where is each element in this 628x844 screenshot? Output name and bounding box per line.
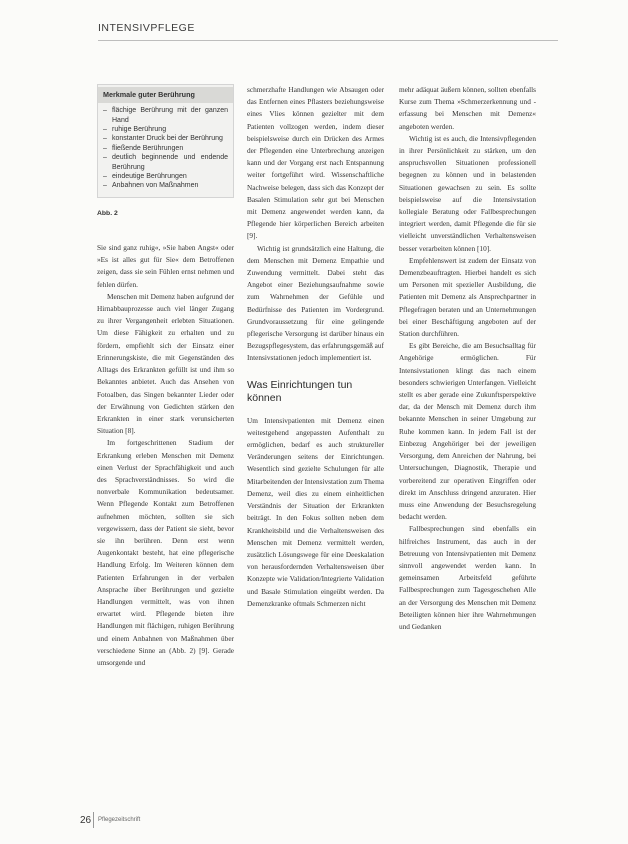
box-item: – Anbahnen von Maßnahmen: [103, 181, 228, 190]
figure-caption: Abb. 2: [97, 209, 118, 217]
box-item: – eindeutige Berührungen: [103, 172, 228, 181]
page-number: 26: [80, 815, 92, 826]
feature-box: [97, 84, 234, 198]
paragraph: Menschen mit Demenz haben aufgrund der Hirnabbauprozesse auch viel länger Zugang zu ihrer Vergangenheit erlebten Situationen. Um diese Fähigkeit zu erhalten und zu fördern, empfiehlt sich der Einsatz einer Erinnerungskiste, die mit Gegenständen des Alltags des Erkrankten gefüllt ist und ihm so Bekanntes anbietet. Auch das Ansehen von Fotoalben, das Singen bekannter Lieder oder der Erwähnung von Gedichten stärken den Erkrankten in einer stark verunsicherten Situation [8].: [97, 291, 234, 436]
header-divider: [98, 40, 558, 41]
paragraph: Sie sind ganz ruhig«, »Sie haben Angst« oder »Es ist alles gut für Sie« dem Betroffenen zeigen, dass sie sein Fühlen ernst nehmen und fehlen dürfen.: [97, 243, 234, 289]
paragraph: Empfehlenswert ist zudem der Einsatz von Demenzbeauftragten. Hierbei handelt es sich um Personen mit spezieller Ausbildung, die Patienten mit Demenz als Ansprechpartner in Pflegefragen beraten und an Unternehmungen bei einer Beschäftigung angeboten auf der Station durchführen.: [399, 255, 536, 339]
box-item: – fließende Berührungen: [103, 144, 228, 153]
box-item: – ruhige Berührung: [103, 125, 228, 134]
box-item: – flächige Berührung mit der ganzen Hand: [103, 106, 228, 125]
paragraph: mehr adäquat äußern können, sollten ebenfalls Kurse zum Thema »Schmerzerkennung und -erfassung bei Menschen mit Demenz« angeboten werden.: [399, 85, 536, 131]
footer-divider: [93, 812, 94, 828]
section-header: INTENSIVPFLEGE: [98, 22, 195, 34]
paragraph: Fallbesprechungen sind ebenfalls ein hilfreiches Instrument, das auch in der Betreuung von Intensivpatienten mit Demenz sinnvoll angewendet werden kann. In gemeinsamen Arbeitsfeld geführte Fallbesprechungen zum Tagesgeschehen Alle an der Versorgung des Menschen mit Demenz Beteiligten können hier ihre Wahrnehmungen und Gedanken: [399, 524, 536, 631]
box-item: – konstanter Druck bei der Berührung: [103, 134, 228, 143]
paragraph: Es gibt Bereiche, die am Besuchsalltag für Angehörige ermöglichen. Für Intensivstationen klingt das nach einem besonders schwierigen Unterfangen. Vielleicht stellt es aber gerade eine Zukunftsperspektive dar, da der Mensch mit Demenz durch ihm bekannte Menschen in seiner Umgebung zur Ruhe kommen kann. In jedem Fall ist der Einbezug Angehöriger bei der jeweiligen Versorgung, dem Anreichen der Nahrung, bei Untersuchungen, Diagnostik, Therapie und vorbereitend zur operativen Eingriffen oder direkt im Anschluss dringend anzuraten. Hier muss eine Anwendung der Besuchsregelung bedacht werden.: [399, 341, 536, 522]
paragraph: Im fortgeschrittenen Stadium der Erkrankung erleben Menschen mit Demenz einen Verlust der Sprachfähigkeit und auch des Sprachverständnisses. So wird die nonverbale Kommunikation bedeutsamer. Wenn Pflegende Kontakt zum Betroffenen aufnehmen möchten, sollten sie sich vergewissern, dass der Patient sie sieht, bevor sie ihn berühren. Denn erst wenn Augenkontakt besteht, hat eine pflegerische Handlung Erfolg. Im Weiteren können dem Patienten Erfahrungen in der verbalen Ansprache über Berührungen und gezielte Handlungen vermittelt, was von ihnen erwartet wird. Pflegende bieten ihre Handlungen mit flächigen, ruhigen Berührung und einem Anbahnen von Maßnahmen über verschiedene Sinne an (Abb. 2) [9]. Gerade umsorgende und: [97, 438, 234, 667]
box-list: [103, 106, 228, 191]
column-left: [97, 84, 234, 669]
paragraph: schmerzhafte Handlungen wie Absaugen oder das Entfernen eines Pflasters beziehungsweise eines Vlies können gezielter mit dem Patienten vollzogen werden, indem dieser beispielsweise durch ein Drücken des Armes der Pflegenden eine Unterbrechung anzeigen kann und der Vorgang erst nach Entspannung weiter fortgeführt wird. Wissenschaftliche Nachweise belegen, dass sich das Konzept der Basalen Stimulation sehr gut bei Menschen mit Demenz angewendet werden kann, da Pflegende hier körperlichen Bereich arbeiten [9].: [247, 85, 384, 241]
paragraph: Wichtig ist es auch, die Intensivpflegenden in ihrer Persönlichkeit zu stärken, um den anspruchsvollen Situationen professionell begegnen zu können und in belastenden Situationen gewachsen zu sein. Es sollte beispielsweise auf die Intensivstation kollegiale Beratung oder Fallbesprechungen integriert werden, damit Pflegende die für sie vielleicht unverständlichen Verhaltensweisen besser verarbeiten können [10].: [399, 133, 536, 253]
paragraph: Um Intensivpatienten mit Demenz einen weitestgehend angepassten Aufenthalt zu ermöglichen, bedarf es auch struktureller Veränderungen seitens der Einrichtungen. Wesentlich sind gezielte Schulungen für alle Mitarbeitenden der Intensivstation zum Thema Demenz, weil dies zu einem einheitlichen Verständnis der Situation der Erkrankten beiträgt. In den Fokus sollten neben dem Krankheitsbild und die Verhaltensweisen des Menschen mit Demenz vermittelt werden, zusätzlich Lösungswege für eine Deeskalation von herausfordernden Verhaltensweisen über Konzepte wie Validation/Integrierte Validation und Basale Stimulation eingeübt werden. Da Demenzkranke oftmals Schmerzen nicht: [247, 415, 384, 608]
box-item: – deutlich beginnende und endende Berührung: [103, 153, 228, 172]
column-right: [399, 84, 536, 633]
box-title: Merkmale guter Berührung: [98, 87, 233, 103]
paragraph: Wichtig ist grundsätzlich eine Haltung, die dem Menschen mit Demenz Empathie und Zuwendung vermittelt. Dabei steht das Angebot einer Beziehungsaufnahme sowie zum Wahrnehmen der Gefühle und Bedürfnisse des Patienten im Vordergrund. Grundvoraussetzung für eine gelingende pflegerische Versorgung ist darüber hinaus ein Bezugspflegesystem, das erfahrungsgemäß auf Intensivstationen jedoch implementiert ist.: [247, 243, 384, 363]
column-middle: [247, 84, 384, 610]
section-subheading: Was Einrichtungen tun können: [247, 378, 353, 404]
magazine-name: Pflegezeitschrift: [98, 817, 141, 823]
